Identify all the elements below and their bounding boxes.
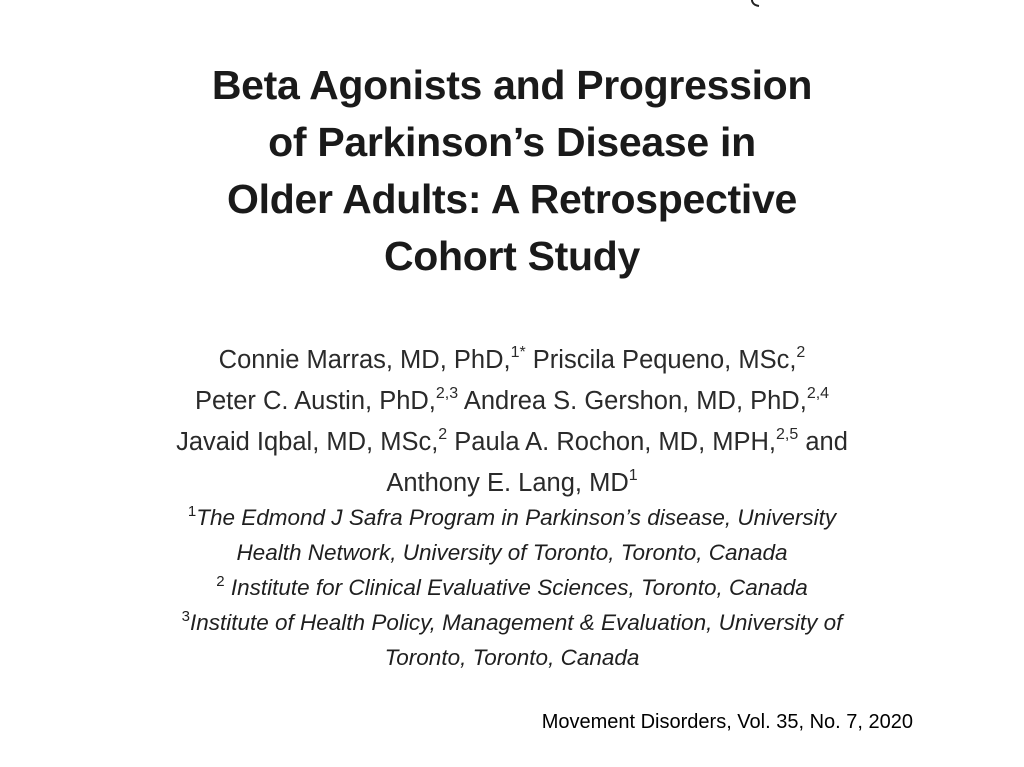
- author-affiliation-sup: 1*: [510, 344, 526, 361]
- author-line-4: [0, 463, 1024, 504]
- author-line-1: [0, 340, 1024, 381]
- affiliation-3-line-2: Toronto, Toronto, Canada: [384, 645, 640, 670]
- title-line-4: Cohort Study: [383, 233, 641, 279]
- paper-title: [0, 57, 1024, 285]
- corner-mark: [748, 0, 762, 8]
- affiliation-text: The Edmond J Safra Program in Parkinson’s disease, University: [196, 505, 837, 530]
- author-line-2: [0, 381, 1024, 422]
- title-line-1: Beta Agonists and Progression: [211, 62, 813, 108]
- author-affiliation-sup: 2,4: [806, 385, 830, 402]
- journal-citation: Movement Disorders, Vol. 35, No. 7, 2020: [541, 711, 913, 733]
- affiliation-2-line-1: [0, 570, 1024, 605]
- author-list: [0, 340, 1024, 504]
- affiliation-1-line-1: [0, 500, 1024, 535]
- author-affiliation-sup: 2: [438, 426, 448, 443]
- affiliation-list: [0, 500, 1024, 675]
- author-name: Paula A. Rochon, MD, MPH,: [454, 428, 776, 456]
- author-affiliation-sup: 2,3: [435, 385, 459, 402]
- affiliation-number: 3: [181, 608, 190, 625]
- title-line-2: of Parkinson’s Disease in: [268, 119, 756, 165]
- author-name: Connie Marras, MD, PhD,: [218, 346, 511, 374]
- affiliation-number: 1: [187, 503, 197, 520]
- author-affiliation-sup: 1: [628, 467, 638, 484]
- author-conjunction: and: [805, 428, 848, 456]
- author-affiliation-sup: 2,5: [776, 426, 799, 443]
- affiliation-3-line-1: [0, 605, 1024, 640]
- affiliation-text: Institute for Clinical Evaluative Sciences, Toronto, Canada: [230, 575, 808, 600]
- affiliation-number: 2: [216, 573, 225, 590]
- author-affiliation-sup: 2: [796, 344, 806, 361]
- author-name: Anthony E. Lang, MD: [386, 469, 629, 497]
- affiliation-text: Institute of Health Policy, Management & Evaluation, University of: [189, 610, 843, 635]
- author-name: Andrea S. Gershon, MD, PhD,: [463, 387, 807, 415]
- author-name: Priscila Pequeno, MSc,: [532, 346, 797, 374]
- author-name: Javaid Iqbal, MD, MSc,: [176, 428, 439, 456]
- author-line-3: [0, 422, 1024, 463]
- author-name: Peter C. Austin, PhD,: [194, 387, 436, 415]
- title-line-3: Older Adults: A Retrospective: [227, 176, 797, 222]
- affiliation-1-line-2: Health Network, University of Toronto, Toronto, Canada: [236, 540, 788, 565]
